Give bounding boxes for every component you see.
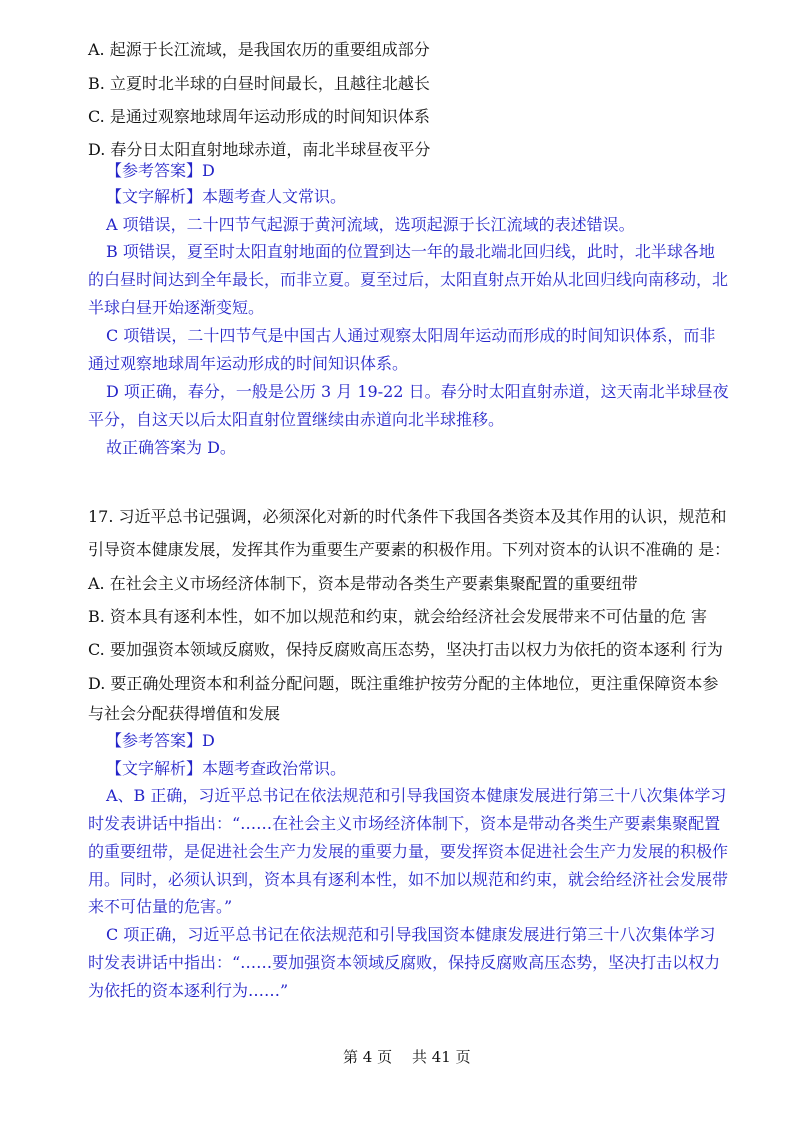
q17-option-d: D. 要正确处理资本和利益分配问题，既注重维护按劳分配的主体地位，更注重保障资本参 [88, 674, 719, 693]
q17-analysis-line: 的重要纽带，是促进社会生产力发展的重要力量，要发挥资本促进社会生产力发展的积极作 [88, 842, 729, 861]
q16-analysis-line: B 项错误，夏至时太阳直射地面的位置到达一年的最北端北回归线，此时，北半球各地 [106, 242, 715, 261]
q17-option-b: B. 资本具有逐利本性，如不加以规范和约束，就会给经济社会发展带来不可估量的危 害 [88, 607, 708, 626]
q17-stem-line: 引导资本健康发展，发挥其作为重要生产要素的积极作用。下列对资本的认识不准确的 是： [88, 540, 731, 559]
q16-analysis-line: 的白昼时间达到全年最长，而非立夏。夏至过后，太阳直射点开始从北回归线向南移动，北 [88, 270, 729, 289]
q17-analysis-line: 来不可估量的危害。” [88, 897, 233, 916]
page-number: 第 4 页 [343, 1048, 393, 1066]
q17-answer: 【参考答案】D [106, 731, 215, 750]
q16-option-c: C. 是通过观察地球周年运动形成的时间知识体系 [88, 107, 430, 126]
q16-analysis-line: 半球白昼开始逐渐变短。 [88, 298, 265, 317]
q17-option-a: A. 在社会主义市场经济体制下，资本是带动各类生产要素集聚配置的重要纽带 [88, 574, 638, 593]
q16-option-d: D. 春分日太阳直射地球赤道，南北半球昼夜平分 [88, 140, 431, 159]
q16-analysis-line: A 项错误，二十四节气起源于黄河流域，选项起源于长江流域的表述错误。 [106, 215, 635, 234]
q16-analysis-line: 通过观察地球周年运动形成的时间知识体系。 [88, 354, 409, 373]
q16-analysis-line: D 项正确，春分，一般是公历 3 月 19-22 日。春分时太阳直射赤道，这天南北半球昼夜 [106, 382, 729, 401]
q16-analysis-line: C 项错误，二十四节气是中国古人通过观察太阳周年运动而形成的时间知识体系，而非 [106, 326, 716, 345]
q17-analysis-head: 【文字解析】本题考查政治常识。 [106, 759, 347, 778]
q17-option-d-cont: 与社会分配获得增值和发展 [88, 704, 281, 723]
q17-option-c: C. 要加强资本领域反腐败，保持反腐败高压态势，坚决打击以权力为依托的资本逐利 行为 [88, 640, 723, 659]
q17-analysis-line: 为依托的资本逐利行为……” [88, 981, 289, 1000]
q17-analysis-line: 时发表讲话中指出：“……要加强资本领域反腐败，保持反腐败高压态势，坚决打击以权力 [88, 953, 721, 972]
q17-stem-line: 17. 习近平总书记强调，必须深化对新的时代条件下我国各类资本及其作用的认识，规范和 [88, 507, 727, 526]
q17-analysis-line: A、B 正确，习近平总书记在依法规范和引导我国资本健康发展进行第三十八次集体学习 [106, 786, 727, 805]
q16-analysis-head: 【文字解析】本题考查人文常识。 [106, 187, 347, 206]
q16-option-b: B. 立夏时北半球的白昼时间最长，且越往北越长 [88, 74, 430, 93]
q17-analysis-line: 时发表讲话中指出：“……在社会主义市场经济体制下，资本是带动各类生产要素集聚配置 [88, 814, 721, 833]
q17-analysis-line: C 项正确，习近平总书记在依法规范和引导我国资本健康发展进行第三十八次集体学习 [106, 925, 716, 944]
total-pages: 共 41 页 [412, 1048, 471, 1066]
q16-analysis-line: 平分，自这天以后太阳直射位置继续由赤道向北半球推移。 [88, 410, 505, 429]
q16-option-a: A. 起源于长江流域，是我国农历的重要组成部分 [88, 40, 430, 59]
q16-analysis-line: 故正确答案为 D。 [106, 438, 236, 457]
q16-answer: 【参考答案】D [106, 161, 215, 180]
q17-analysis-line: 用。同时，必须认识到，资本具有逐利本性，如不加以规范和约束，就会给经济社会发展带 [88, 870, 729, 889]
